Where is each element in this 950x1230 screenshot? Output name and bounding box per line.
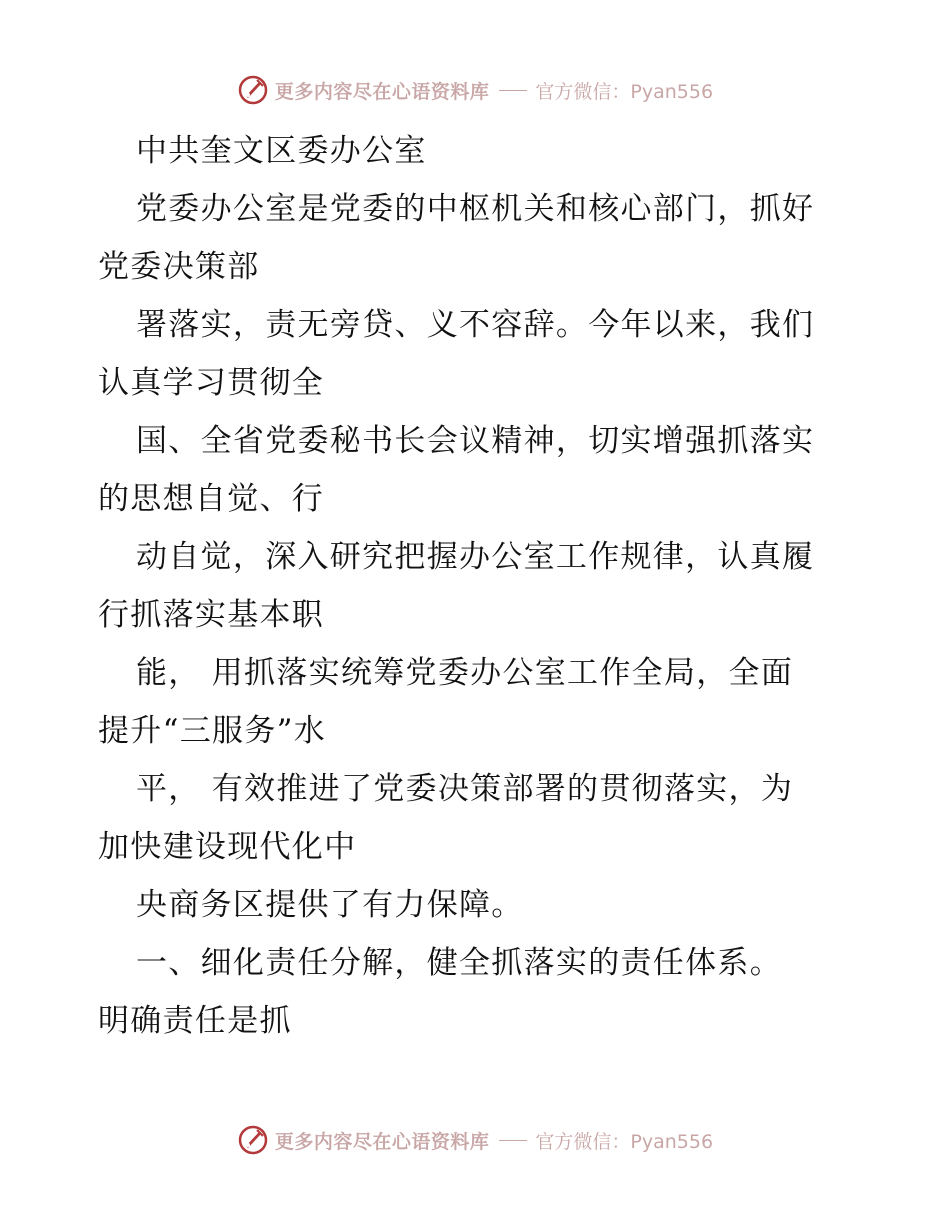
document-body — [98, 122, 858, 1050]
banner-wechat-text: 官方微信：Pyan556 — [535, 1130, 714, 1153]
document-line: 明确责任是抓 — [98, 1003, 292, 1039]
document-line: 党委决策部 — [98, 249, 260, 285]
document-line: 党委办公室是党委的中枢机关和核心部门，抓好 — [136, 191, 815, 227]
document-line: 加快建设现代化中 — [98, 829, 357, 865]
document-line: 平， 有效推进了党委决策部署的贯彻落实，为 — [136, 771, 794, 807]
banner-wechat-text: 官方微信：Pyan556 — [535, 80, 714, 103]
banner-site-text: 更多内容尽在心语资料库 — [274, 1130, 490, 1153]
banner-separator — [499, 90, 527, 91]
banner-site-text: 更多内容尽在心语资料库 — [274, 80, 490, 103]
document-line: 中共奎文区委办公室 — [136, 133, 427, 169]
header-banner — [0, 70, 950, 110]
document-line: 央商务区提供了有力保障。 — [136, 887, 524, 923]
document-line: 认真学习贯彻全 — [98, 365, 325, 401]
footer-banner — [0, 1120, 950, 1160]
banner-separator — [499, 1140, 527, 1141]
document-line: 动自觉，深入研究把握办公室工作规律，认真履 — [136, 539, 815, 575]
document-line: 的思想自觉、行 — [98, 481, 325, 517]
document-line: 行抓落实基本职 — [98, 597, 325, 633]
logo-icon — [237, 1124, 269, 1156]
document-line: 提升“三服务”水 — [98, 713, 327, 749]
document-line: 署落实，责无旁贷、义不容辞。今年以来，我们 — [136, 307, 815, 343]
document-line: 能， 用抓落实统筹党委办公室工作全局，全面 — [136, 655, 794, 691]
document-line: 国、全省党委秘书长会议精神，切实增强抓落实 — [136, 423, 815, 459]
document-line: 一、细化责任分解，健全抓落实的责任体系。 — [136, 945, 782, 981]
logo-icon — [237, 74, 269, 106]
